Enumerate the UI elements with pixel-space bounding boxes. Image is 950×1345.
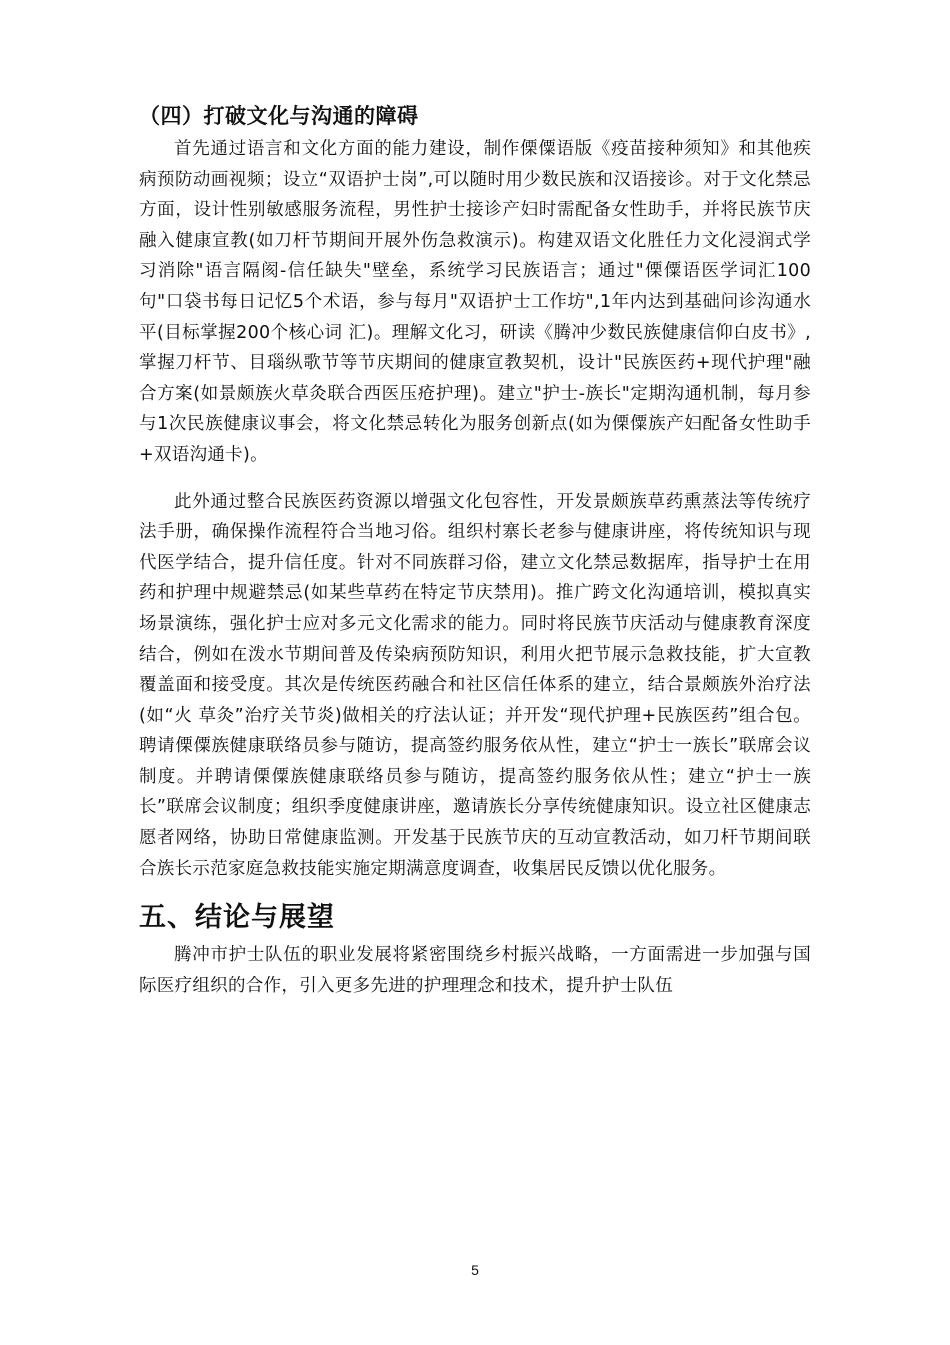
body-paragraph-2: 此外通过整合民族医药资源以增强文化包容性，开发景颇族草药熏蒸法等传统疗法手册，确保操作流程符合当地习俗。组织村寨长老参与健康讲座，将传统知识与现代医学结合，提升信任度。针对不同族群习俗，建立文化禁忌数据库，指导护士在用药和护理中规避禁忌(如某些草药在特定节庆禁用)。推广跨文化沟通培训，模拟真实场景演练，强化护士应对多元文化需求的能力。同时将民族节庆活动与健康教育深度结合，例如在泼水节期间普及传染病预防知识，利用火把节展示急救技能，扩大宣教覆盖面和接受度。其次是传统医药融合和社区信任体系的建立，结合景颇族外治疗法(如“火 草灸”治疗关节炎)做相关的疗法认证；并开发“现代护理+民族医药”组合包。聘请傈僳族健康联络员参与随访，提高签约服务依从性，建立“护士一族长”联席会议制度。并聘请傈僳族健康联络员参与随访，提高签约服务依从性；建立“护士一族长”联席会议制度；组织季度健康讲座，邀请族长分享传统健康知识。设立社区健康志愿者网络，协助日常健康监测。开发基于民族节庆的互动宣教活动，如刀杆节期间联合族长示范家庭急救技能实施定期满意度调查，收集居民反馈以优化服务。 bbox=[139, 491, 811, 879]
page-number: 5 bbox=[471, 1262, 479, 1278]
section-heading: （四）打破文化与沟通的障碍 bbox=[139, 104, 419, 128]
body-paragraph-1: 首先通过语言和文化方面的能力建设，制作傈僳语版《疫苗接种须知》和其他疾病预防动画视频；设立“双语护士岗”,可以随时用少数民族和汉语接诊。对于文化禁忌方面，设计性别敏感服务流程，男性护士接诊产妇时需配备女性助手，并将民族节庆融入健康宣教(如刀杆节期间开展外伤急救演示)。构建双语文化胜任力文化浸润式学习消除"语言隔阂-信任缺失"壁垒，系统学习民族语言；通过"傈僳语医学词汇100句"口袋书每日记忆5个术语，参与每月"双语护士工作坊",1年内达到基础问诊沟通水平(目标掌握200个核心词 汇)。理解文化习，研读《腾冲少数民族健康信仰白皮书》,掌握刀杆节、目瑙纵歌节等节庆期间的健康宣教契机，设计"民族医药+现代护理"融合方案(如景颇族火草灸联合西医压疮护理)。建立"护士-族长"定期沟通机制，每月参与1次民族健康议事会，将文化禁忌转化为服务创新点(如为傈僳族产妇配备女性助手+双语沟通卡)。 bbox=[139, 139, 811, 465]
body-paragraph-3: 腾冲市护士队伍的职业发展将紧密围绕乡村振兴战略，一方面需进一步加强与国际医疗组织的合作，引入更多先进的护理理念和技术，提升护士队伍 bbox=[139, 945, 811, 996]
page-content bbox=[139, 98, 811, 1001]
chapter-heading: 五、结论与展望 bbox=[139, 902, 335, 934]
